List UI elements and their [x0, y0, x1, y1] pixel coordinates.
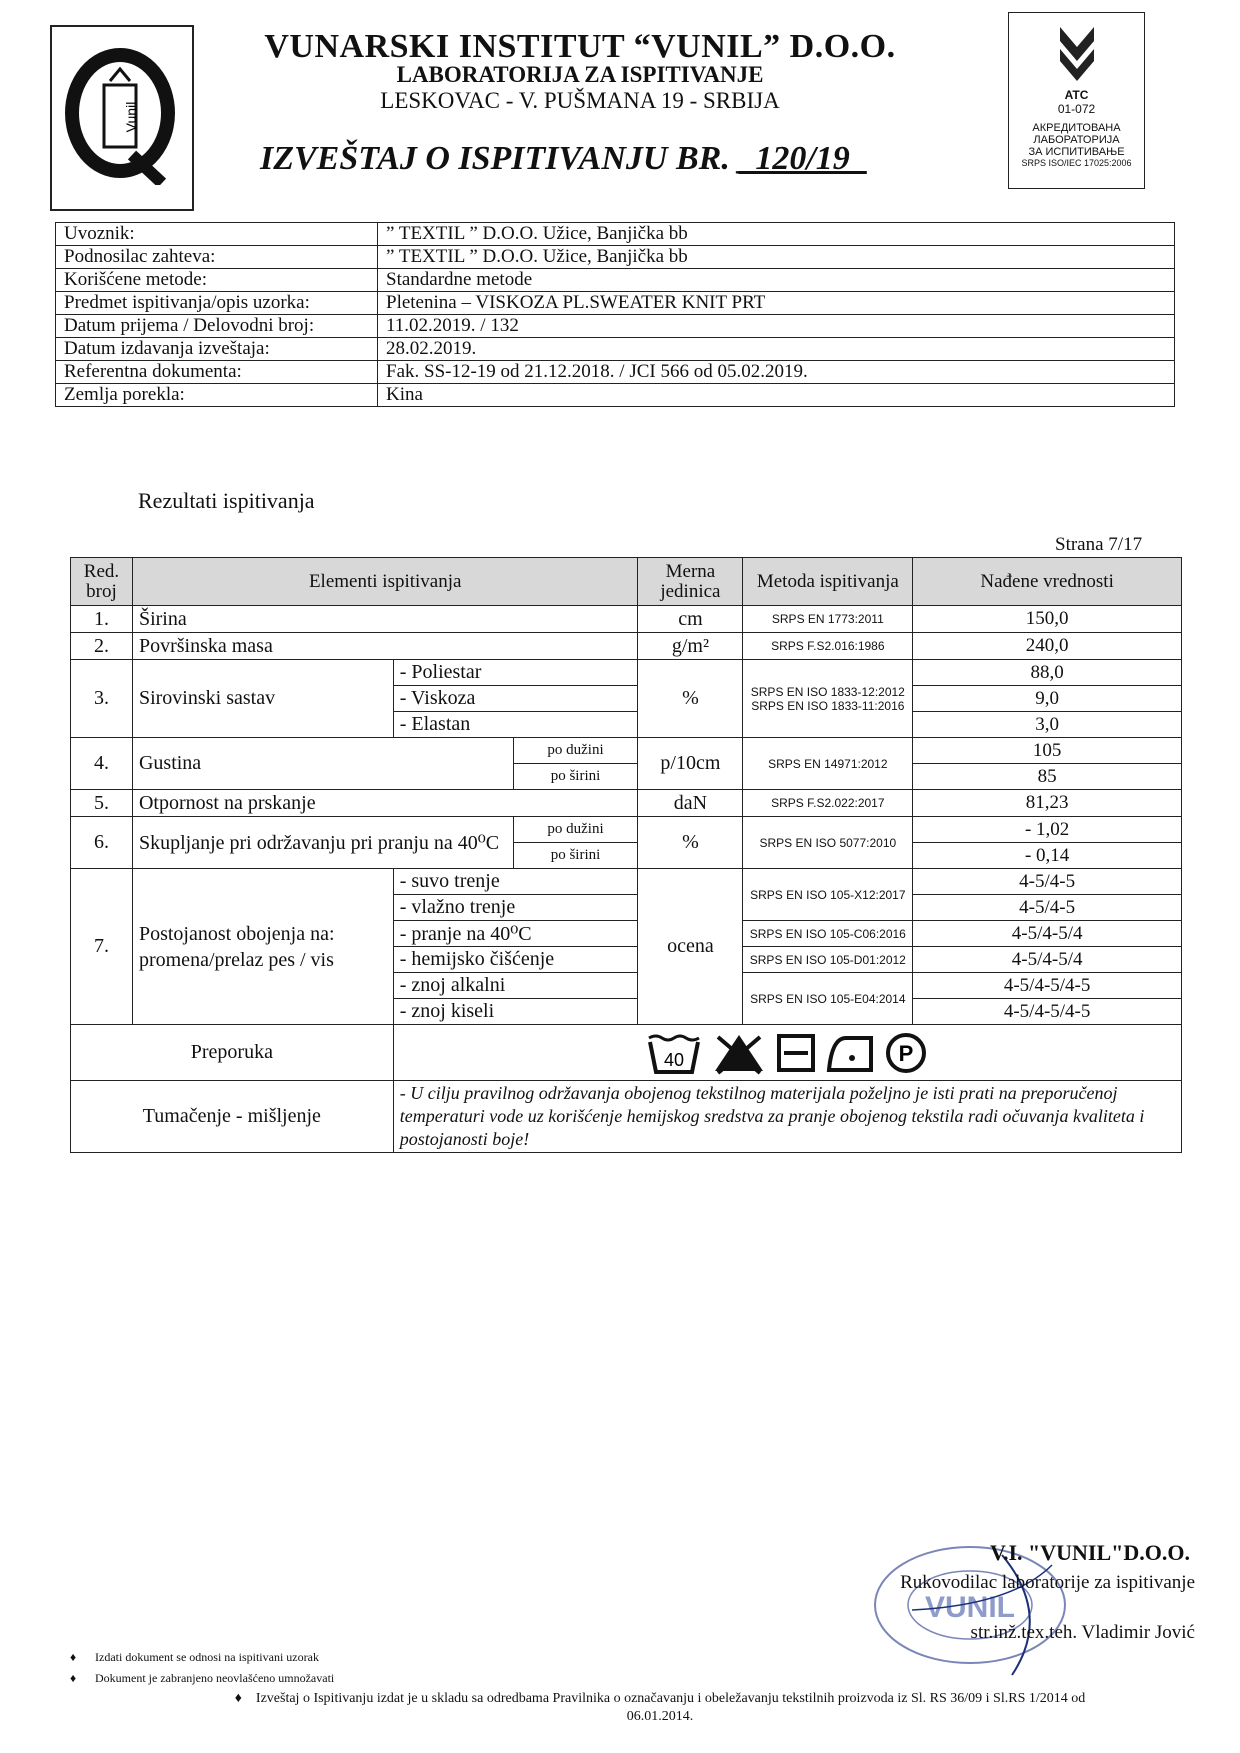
table-row: - hemijsko čišćenje SRPS EN ISO 105-D01:2012 4-5/4-5/4 — [71, 947, 1182, 973]
footer-notes — [70, 1650, 334, 1692]
info-row: Datum izdavanja izveštaja: 28.02.2019. — [56, 338, 1175, 361]
iron-low-icon — [826, 1032, 874, 1074]
info-row: Zemlja porekla: Kina — [56, 384, 1175, 407]
report-title: IZVEŠTAJ O ISPITIVANJU BR. _120/19_ — [260, 140, 867, 177]
signature-name: str.inž.tex.teh. Vladimir Jović — [970, 1622, 1195, 1643]
info-row: Referentna dokumenta: Fak. SS-12-19 od 21.12.2018. / JCI 566 od 05.02.2019. — [56, 361, 1175, 384]
info-row: Uvoznik: ” TEXTIL ” D.O.O. Užice, Banjička bb — [56, 223, 1175, 246]
table-row: - znoj kiseli 4-5/4-5/4-5 — [71, 999, 1182, 1025]
table-row: - Elastan 3,0 — [71, 712, 1182, 738]
table-row: 7. Postojanost obojenja na: promena/prelaz pes / vis - suvo trenje ocena SRPS EN ISO 105-X12:2017 4-5/4-5 — [71, 869, 1182, 895]
tumacenje-label: Tumačenje - mišljenje — [71, 1081, 394, 1153]
lab-address: LESKOVAC - V. PUŠMANA 19 - SRBIJA — [380, 88, 780, 113]
accreditation-mark — [1008, 12, 1145, 189]
table-row: 3. Sirovinski sastav - Poliestar % SRPS EN ISO 1833-12:2012 SRPS EN ISO 1833-11:2016 88,0 — [71, 660, 1182, 686]
wash-40-icon — [646, 1032, 702, 1074]
col-values: Nađene vrednosti — [913, 558, 1182, 606]
footer-note: ♦ Dokument je zabranjeno neovlašćeno umnožavati — [70, 1671, 335, 1685]
info-row: Korišćene metode: Standardne metode — [56, 269, 1175, 292]
atc-logo-icon — [1054, 23, 1100, 83]
q-logo-icon — [62, 45, 180, 185]
info-row: Predmet ispitivanja/opis uzorka: Pletenina – VISKOZA PL.SWEATER KNIT PRT — [56, 292, 1175, 315]
table-row: 4. Gustina po dužini p/10cm SRPS EN 14971:2012 105 — [71, 738, 1182, 764]
col-elements: Elementi ispitivanja — [132, 558, 637, 606]
svg-text:VUNIL: VUNIL — [925, 1591, 1015, 1624]
tumacenje-text: - U cilju pravilnog održavanja obojenog tekstilnog materijala poželjno je isti prati na preporučenoj temperaturi vode uz korišćenje hemijskog sredstva za pranje obojenog tekstila radi očuvanja kvaliteta i postojanosti boje! — [393, 1081, 1181, 1153]
col-method: Metoda ispitivanja — [743, 558, 913, 606]
report-info-table — [55, 222, 1175, 407]
dry-flat-icon — [776, 1033, 816, 1073]
table-row: po širini - 0,14 — [71, 843, 1182, 869]
no-bleach-icon — [712, 1031, 766, 1075]
table-row: - Viskoza 9,0 — [71, 686, 1182, 712]
signature-role: Rukovodilac laboratorije za ispitivanje — [900, 1572, 1195, 1593]
results-table — [70, 557, 1182, 1153]
table-row: 2. Površinska masa g/m² SRPS F.S2.016:1986 240,0 — [71, 633, 1182, 660]
dry-clean-p-icon — [884, 1031, 928, 1075]
tumacenje-row — [71, 1081, 1182, 1153]
svg-text:Vunil: Vunil — [123, 101, 139, 133]
table-row: - pranje na 40⁰C SRPS EN ISO 105-C06:2016 4-5/4-5/4 — [71, 921, 1182, 947]
atc-number: 01-072 — [1057, 102, 1096, 116]
atc-standard: SRPS ISO/IEC 17025:2006 — [1021, 158, 1132, 168]
table-row: 1. Širina cm SRPS EN 1773:2011 150,0 — [71, 606, 1182, 633]
table-row: - znoj alkalni SRPS EN ISO 105-E04:2014 4-5/4-5/4-5 — [71, 973, 1182, 999]
svg-text:40: 40 — [664, 1049, 685, 1070]
law-reference: ♦ Izveštaj o Ispitivanju izdat je u skladu sa odredbama Pravilnika o označavanju i obeležavanju tekstilnih proizvoda iz Sl. RS 36/09 i Sl.RS 1/2014 od 06.01.2014. — [234, 1691, 1086, 1724]
table-row: 5. Otpornost na prskanje daN SRPS F.S2.022:2017 81,23 — [71, 790, 1182, 817]
info-row: Podnosilac zahteva: ” TEXTIL ” D.O.O. Užice, Banjička bb — [56, 246, 1175, 269]
page-number: Strana 7/17 — [1055, 534, 1143, 555]
table-row: 6. Skupljanje pri održavanju pri pranju na 40⁰C po dužini % SRPS EN ISO 5077:2010 - 1,02 — [71, 817, 1182, 843]
info-row: Datum prijema / Delovodni broj: 11.02.2019. / 132 — [56, 315, 1175, 338]
preporuka-row — [71, 1025, 1182, 1081]
lab-name: LABORATORIJA ZA ISPITIVANJE — [396, 62, 764, 87]
results-heading: Rezultati ispitivanja — [138, 488, 315, 513]
preporuka-label: Preporuka — [71, 1025, 394, 1081]
svg-text:P: P — [899, 1040, 914, 1066]
report-number: _120/19_ — [738, 140, 867, 177]
signature-company: V.I. "VUNIL"D.O.O. — [989, 1540, 1190, 1565]
col-red-broj: Red. broj — [71, 558, 133, 606]
atc-code: ATC — [1064, 88, 1089, 102]
institute-name: VUNARSKI INSTITUT “VUNIL” D.O.O. — [264, 28, 896, 65]
care-symbols — [393, 1025, 1181, 1081]
table-row: - vlažno trenje 4-5/4-5 — [71, 895, 1182, 921]
atc-label: АКРЕДИТОВАНА ЛАБОРАТОРИЈА ЗА ИСПИТИВАЊЕ — [1028, 122, 1125, 158]
table-header-row — [71, 558, 1182, 606]
vunil-logo — [50, 25, 194, 211]
footer-note: ♦ Izdati dokument se odnosi na ispitivani uzorak — [70, 1650, 319, 1664]
table-row: po širini 85 — [71, 764, 1182, 790]
col-unit: Merna jedinica — [638, 558, 743, 606]
